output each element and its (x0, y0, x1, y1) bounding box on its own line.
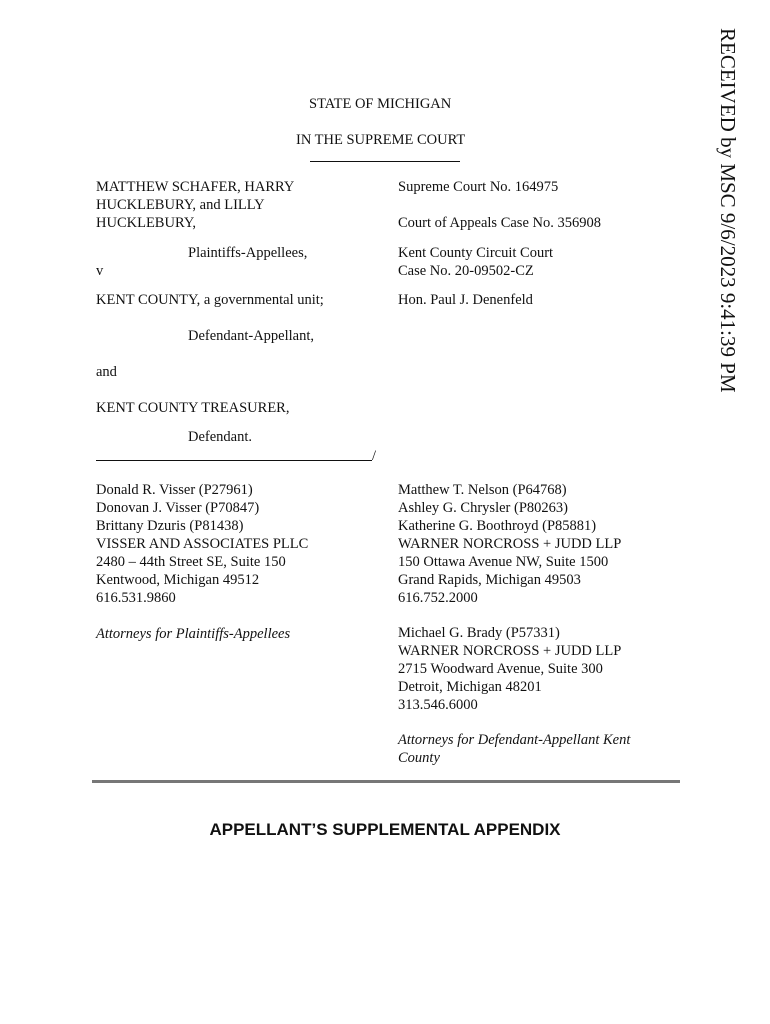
attorney-line: 150 Ottawa Avenue NW, Suite 1500 (398, 554, 609, 570)
defendant-attorneys-role (398, 731, 630, 767)
caption-rule (96, 460, 372, 461)
section-divider (92, 780, 680, 783)
conjunction: and (96, 364, 117, 380)
attorney-line: 616.531.9860 (96, 590, 176, 606)
attorney-line: Katherine G. Boothroyd (P85881) (398, 518, 597, 534)
caption-slash: / (372, 448, 377, 464)
defendant2-name: KENT COUNTY TREASURER, (96, 400, 290, 416)
header-rule (310, 161, 460, 162)
plaintiffs-line: HUCKLEBURY, (96, 215, 197, 231)
attorney-line: 2715 Woodward Avenue, Suite 300 (398, 661, 603, 677)
attorney-line: Donald R. Visser (P27961) (96, 482, 253, 498)
circuit-court-line: Kent County Circuit Court (398, 245, 554, 261)
plaintiffs-line: MATTHEW SCHAFER, HARRY (96, 179, 295, 195)
plaintiffs-names (96, 178, 294, 232)
plaintiff-attorneys-role: Attorneys for Plaintiffs-Appellees (96, 626, 291, 642)
defendant-attorneys-group1 (398, 481, 621, 607)
attorney-line: Detroit, Michigan 48201 (398, 679, 542, 695)
attorney-line: Grand Rapids, Michigan 49503 (398, 572, 581, 588)
defendant-name: KENT COUNTY, a governmental unit; (96, 292, 324, 308)
defendant-attorneys-group2 (398, 624, 621, 714)
plaintiff-attorneys-block (96, 481, 308, 607)
attorney-line: 616.752.2000 (398, 590, 478, 606)
role-line: County (398, 750, 440, 766)
circuit-court-line: Case No. 20-09502-CZ (398, 263, 534, 279)
attorney-line: Matthew T. Nelson (P64768) (398, 482, 567, 498)
attorney-line: WARNER NORCROSS + JUDD LLP (398, 536, 622, 552)
defendant2-role: Defendant. (188, 429, 253, 445)
document-title: APPELLANT’S SUPPLEMENTAL APPENDIX (209, 820, 561, 839)
attorney-line: Ashley G. Chrysler (P80263) (398, 500, 568, 516)
received-stamp: RECEIVED by MSC 9/6/2023 9:41:39 PM (716, 28, 740, 393)
defendant-role: Defendant-Appellant, (188, 328, 315, 344)
state-heading: STATE OF MICHIGAN (309, 96, 452, 112)
appeals-case-number: Court of Appeals Case No. 356908 (398, 215, 601, 231)
attorney-line: Brittany Dzuris (P81438) (96, 518, 244, 534)
versus: v (96, 263, 104, 279)
attorney-line: 313.546.6000 (398, 697, 478, 713)
plaintiffs-line: HUCKLEBURY, and LILLY (96, 197, 265, 213)
role-line: Attorneys for Defendant-Appellant Kent (398, 732, 631, 748)
circuit-court-info (398, 244, 553, 280)
court-heading: IN THE SUPREME COURT (296, 132, 466, 148)
attorney-line: WARNER NORCROSS + JUDD LLP (398, 643, 622, 659)
attorney-line: VISSER AND ASSOCIATES PLLC (96, 536, 309, 552)
plaintiffs-role: Plaintiffs-Appellees, (188, 245, 308, 261)
attorney-line: Michael G. Brady (P57331) (398, 625, 560, 641)
attorney-line: 2480 – 44th Street SE, Suite 150 (96, 554, 286, 570)
supreme-court-number: Supreme Court No. 164975 (398, 179, 559, 195)
attorney-line: Kentwood, Michigan 49512 (96, 572, 260, 588)
attorney-line: Donovan J. Visser (P70847) (96, 500, 260, 516)
judge-name: Hon. Paul J. Denenfeld (398, 292, 533, 308)
